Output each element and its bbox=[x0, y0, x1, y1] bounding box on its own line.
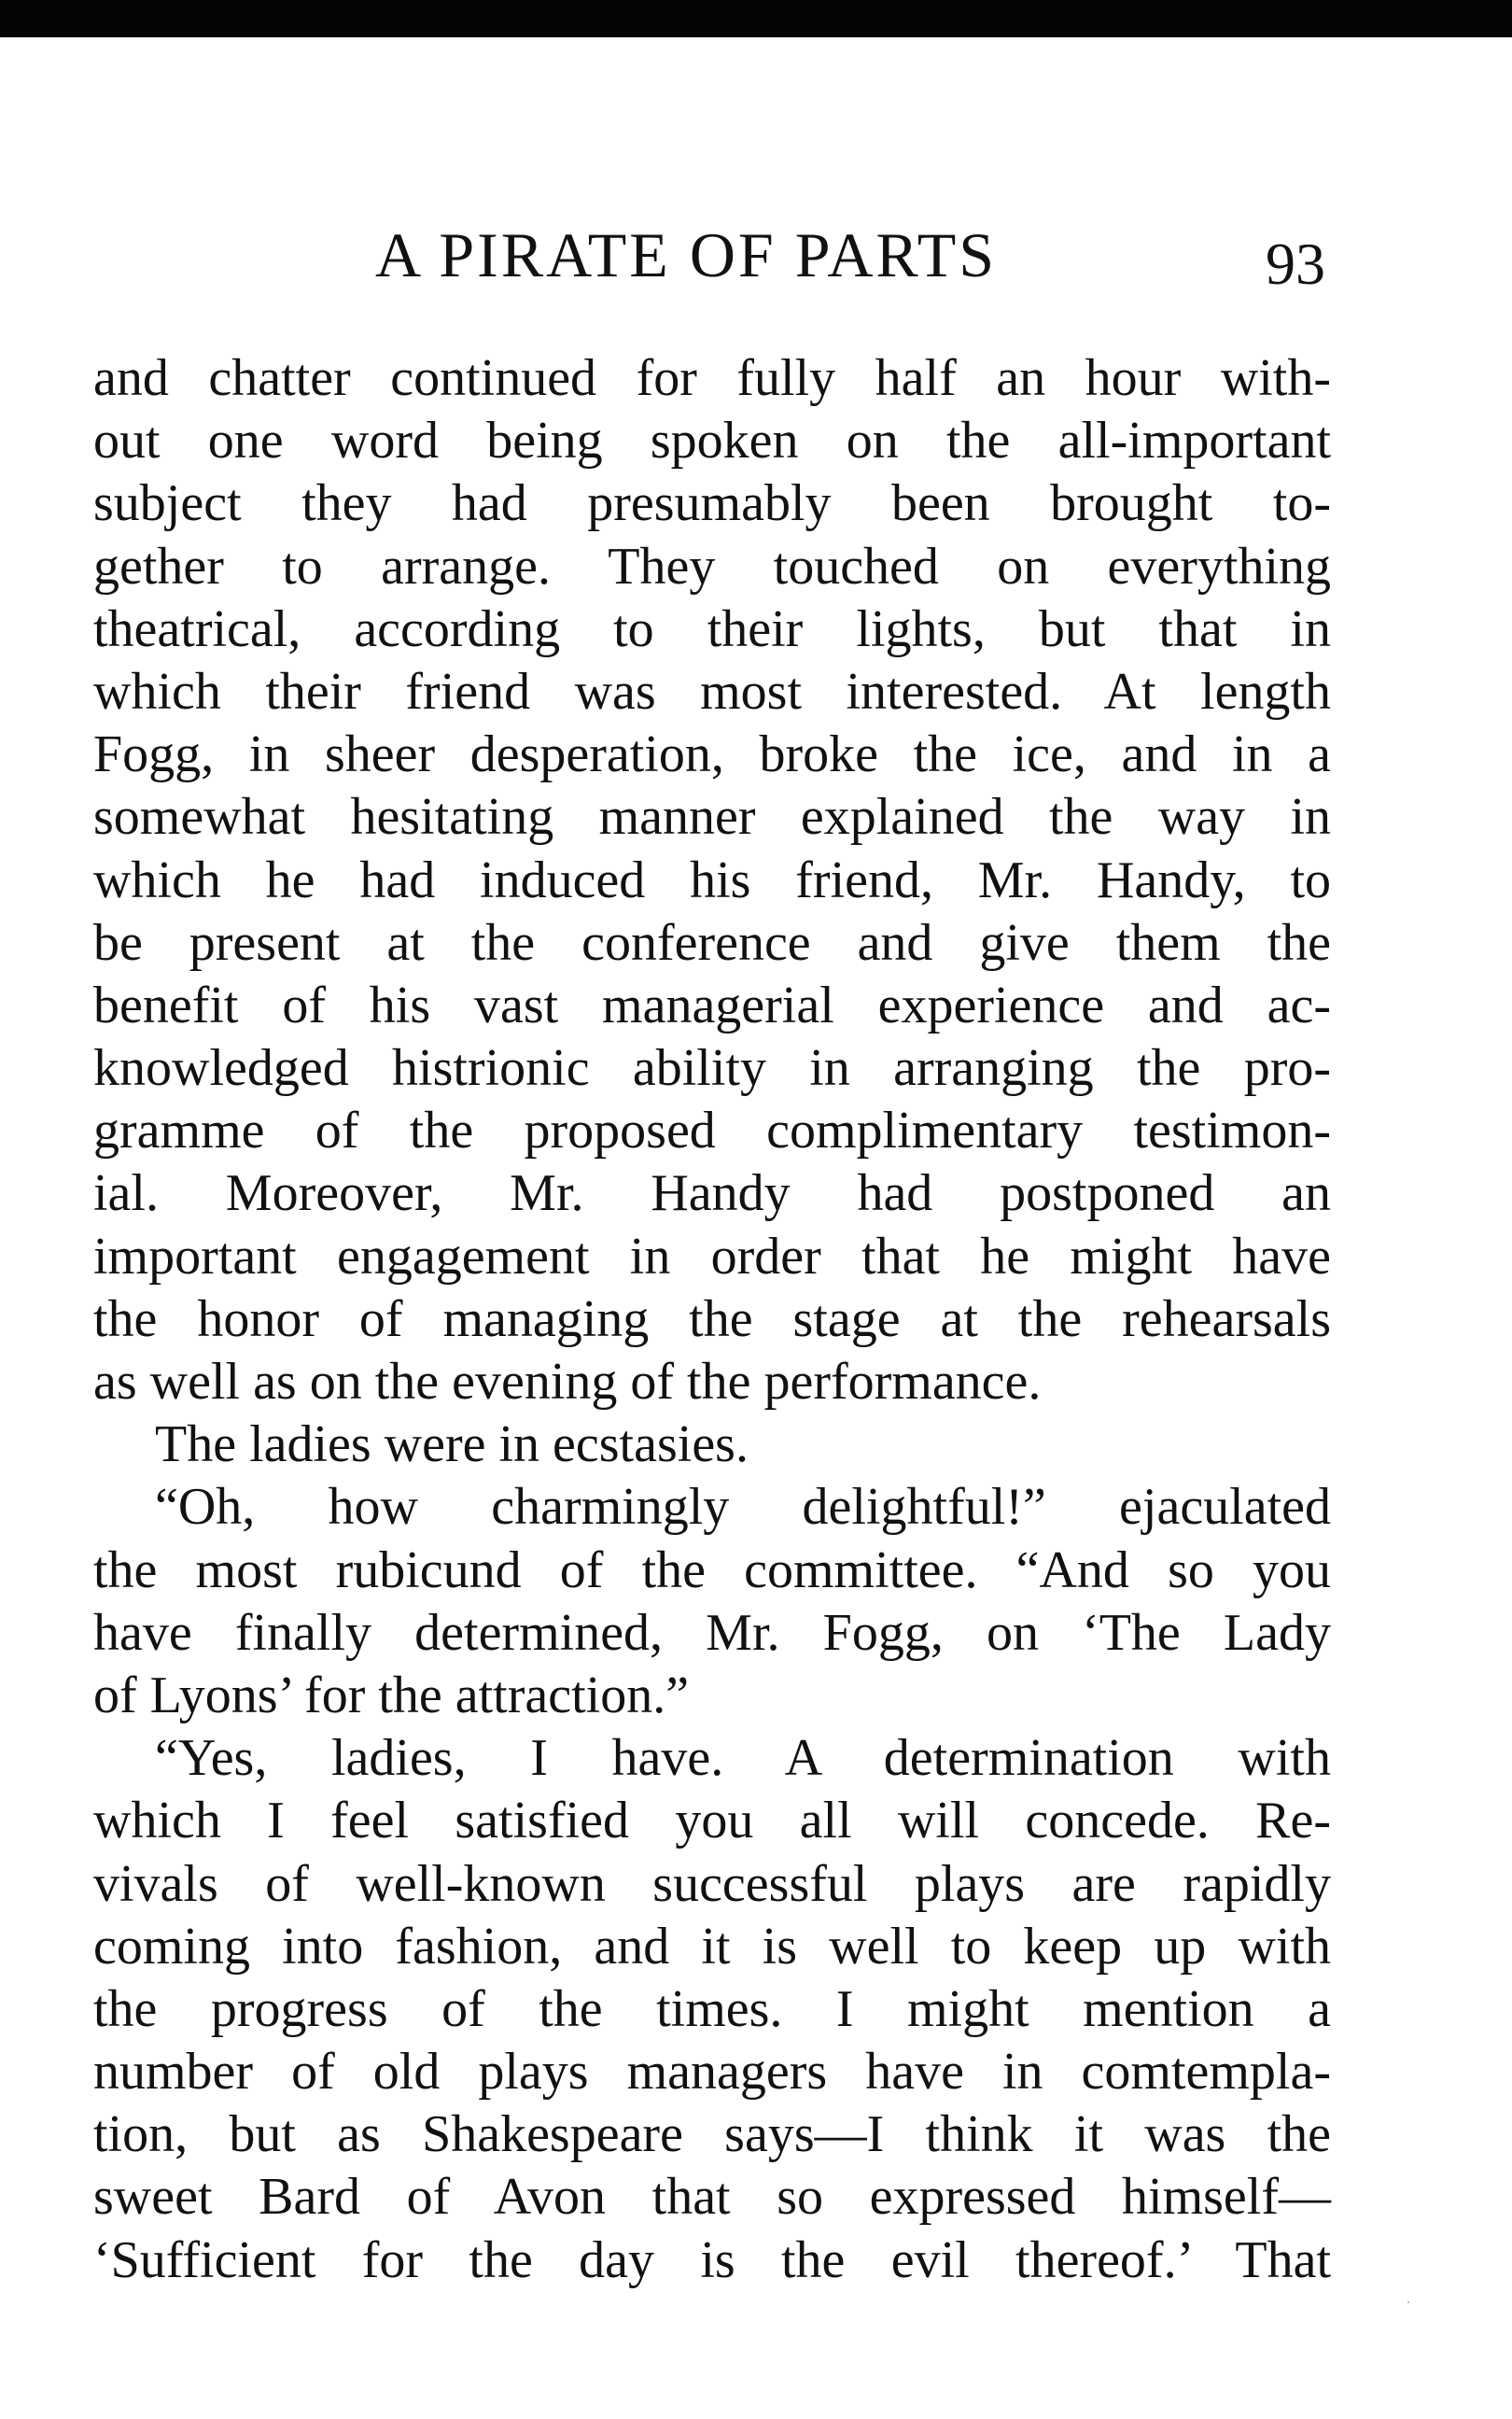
text-line: number of old plays managers have in comtempla- bbox=[93, 2043, 1331, 2102]
text-line: “Yes, ladies, I have. A determination with bbox=[155, 1729, 1331, 1788]
text-line: somewhat hesitating manner explained the way in bbox=[93, 788, 1331, 847]
scan-top-edge bbox=[0, 0, 1512, 37]
text-line: the honor of managing the stage at the rehearsals bbox=[93, 1289, 1331, 1348]
text-line: tion, but as Shakespeare says—I think it was the bbox=[93, 2105, 1331, 2164]
text-line: theatrical, according to their lights, but that in bbox=[93, 599, 1331, 658]
text-line: Fogg, in sheer desperation, broke the ice, and in a bbox=[93, 725, 1331, 784]
text-line: the progress of the times. I might mention a bbox=[93, 1979, 1331, 2038]
text-line: which their friend was most interested. At length bbox=[93, 662, 1331, 721]
text-line: which he had induced his friend, Mr. Handy, to bbox=[93, 851, 1331, 909]
text-line: ial. Moreover, Mr. Handy had postponed an bbox=[93, 1164, 1331, 1223]
text-line: of Lyons’ for the attraction.” bbox=[93, 1666, 690, 1724]
text-line: the most rubicund of the committee. “And so you bbox=[93, 1540, 1331, 1599]
page-header bbox=[0, 213, 1512, 297]
running-title: A PIRATE OF PARTS bbox=[375, 219, 998, 290]
text-line: knowledged histrionic ability in arranging the pro- bbox=[93, 1039, 1331, 1098]
text-line: sweet Bard of Avon that so expressed himself— bbox=[93, 2168, 1331, 2227]
text-line: which I feel satisfied you all will concede. Re- bbox=[93, 1792, 1331, 1850]
text-line: The ladies were in ecstasies. bbox=[155, 1415, 749, 1474]
scan-speck bbox=[1407, 2301, 1409, 2303]
text-line: subject they had presumably been brought to- bbox=[93, 474, 1331, 533]
text-line: vivals of well-known successful plays are rapidly bbox=[93, 1854, 1331, 1913]
text-line: gether to arrange. They touched on everything bbox=[93, 537, 1331, 596]
text-line: “Oh, how charmingly delightful!” ejaculated bbox=[155, 1478, 1331, 1537]
text-line: and chatter continued for fully half an hour with- bbox=[93, 349, 1331, 407]
text-line: gramme of the proposed complimentary testimon- bbox=[93, 1102, 1331, 1160]
text-line: be present at the conference and give them the bbox=[93, 913, 1331, 972]
text-line: benefit of his vast managerial experience and ac- bbox=[93, 976, 1331, 1034]
page-number: 93 bbox=[1266, 231, 1325, 297]
text-line: ‘Sufficient for the day is the evil thereof.’ That bbox=[93, 2230, 1331, 2289]
text-line: as well as on the evening of the performance. bbox=[93, 1353, 1042, 1411]
text-line: important engagement in order that he might have bbox=[93, 1227, 1331, 1286]
text-line: have finally determined, Mr. Fogg, on ‘The Lady bbox=[93, 1603, 1331, 1662]
text-line: coming into fashion, and it is well to keep up with bbox=[93, 1917, 1331, 1976]
body-text bbox=[93, 347, 1331, 2292]
text-line: out one word being spoken on the all-important bbox=[93, 412, 1331, 471]
